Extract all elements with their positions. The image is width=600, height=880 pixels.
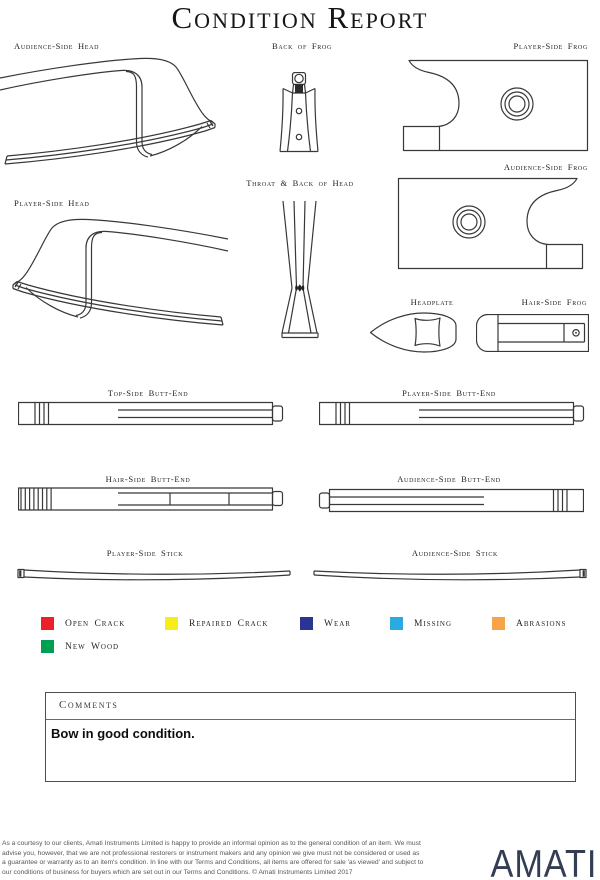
comments-header <box>46 693 575 720</box>
comments-header-label: Comments <box>59 699 119 711</box>
label-audience-side-stick: Audience-Side Stick <box>411 548 499 558</box>
headplate-drawing <box>370 311 458 354</box>
disclaimer-line: a guarantee or warranty as to an item's condition. In line with our Terms and Conditions, all items are offered for sale 'as viewed' and subject to <box>2 859 424 867</box>
legend-label-wear: Wear <box>324 618 351 629</box>
legend-item-wear <box>300 617 351 630</box>
label-hair-side-butt-end: Hair-Side Butt-End <box>105 474 191 484</box>
legend-label-abrasions: Abrasions <box>516 618 567 629</box>
disclaimer-line: As a courtesy to our clients, Amati Instruments Limited is happy to provide an informal opinion as to the general condition of an item. We must <box>2 840 421 847</box>
top-side-butt-end-drawing <box>18 401 284 426</box>
audience-side-frog-drawing <box>397 177 587 270</box>
amati-logo: AMATI <box>490 843 597 880</box>
throat-back-of-head-drawing <box>281 200 319 342</box>
disclaimer-text <box>2 839 438 877</box>
legend-label-missing: Missing <box>414 618 453 629</box>
label-top-side-butt-end: Top-Side Butt-End <box>107 388 189 398</box>
legend-item-open-crack <box>41 617 125 630</box>
legend-item-repaired-crack <box>165 617 268 630</box>
comments-box <box>45 692 576 782</box>
back-of-frog-drawing <box>279 72 319 154</box>
label-throat-back-of-head: Throat & Back of Head <box>246 178 354 188</box>
disclaimer-line: our conditions of business for buyers which are set out in our Terms and Conditions. © Amati Instruments Limited 2017 <box>2 868 353 876</box>
legend-swatch-repaired-crack <box>165 617 178 630</box>
disclaimer-line: advise you, however, that we are not professional restorers or instrument makers and any opinion we give must not be considered or used as <box>2 849 420 857</box>
label-headplate: Headplate <box>410 297 454 307</box>
legend-label-open-crack: Open Crack <box>65 618 126 629</box>
audience-side-stick-drawing <box>312 567 588 584</box>
label-audience-side-frog: Audience-Side Frog <box>503 162 588 172</box>
legend-item-abrasions <box>492 617 566 630</box>
label-player-side-head: Player-Side Head <box>14 198 90 208</box>
player-side-head-drawing <box>0 215 230 337</box>
player-side-frog-drawing <box>399 59 589 152</box>
label-audience-side-head: Audience-Side Head <box>14 41 100 51</box>
legend-label-repaired-crack: Repaired Crack <box>189 618 269 629</box>
legend-item-new-wood <box>41 640 119 653</box>
legend-swatch-new-wood <box>41 640 54 653</box>
legend-swatch-wear <box>300 617 313 630</box>
player-side-butt-end-drawing <box>319 401 585 426</box>
audience-side-butt-end-drawing <box>318 488 584 513</box>
label-back-of-frog: Back of Frog <box>271 41 333 51</box>
comments-text: Bow in good condition. <box>51 726 195 741</box>
audience-side-head-drawing <box>0 54 225 176</box>
label-audience-side-butt-end: Audience-Side Butt-End <box>397 474 501 484</box>
legend-label-new-wood: New Wood <box>65 641 120 652</box>
label-player-side-frog: Player-Side Frog <box>513 41 588 51</box>
label-player-side-stick: Player-Side Stick <box>106 548 184 558</box>
player-side-stick-drawing <box>16 567 292 584</box>
label-player-side-butt-end: Player-Side Butt-End <box>402 388 496 398</box>
legend-swatch-open-crack <box>41 617 54 630</box>
legend-item-missing <box>390 617 452 630</box>
hair-side-butt-end-drawing <box>18 487 284 511</box>
label-hair-side-frog: Hair-Side Frog <box>521 297 587 307</box>
hair-side-frog-drawing <box>476 314 589 352</box>
page-title: Condition Report <box>171 0 429 35</box>
legend-swatch-missing <box>390 617 403 630</box>
legend-swatch-abrasions <box>492 617 505 630</box>
